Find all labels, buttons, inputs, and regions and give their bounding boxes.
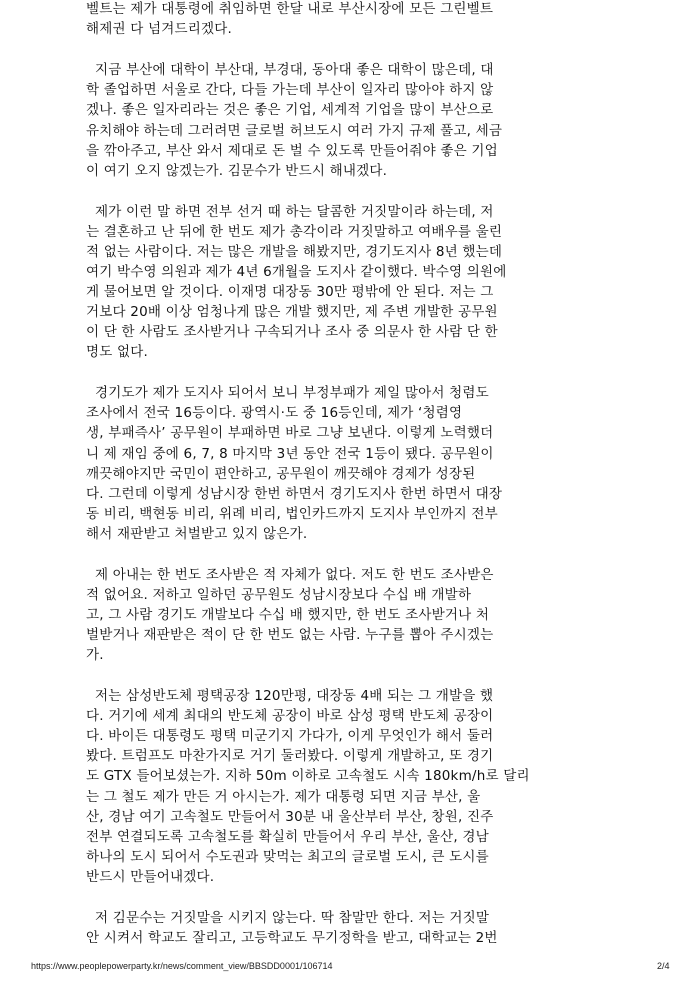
text-line: 명도 없다. <box>86 344 149 361</box>
text-line: 가. <box>86 647 104 664</box>
text-line: 고, 그 사람 경기도 개발보다 수십 배 했지만, 한 번도 조사받거나 처 <box>86 606 490 623</box>
text-line: 생, 부패즉사’ 공무원이 부패하면 바로 그냥 보낸다. 이렇게 노력했더 <box>86 425 494 442</box>
text-line: 게 물어보면 알 것이다. 이재명 대장동 30만 평밖에 안 된다. 저는 그 <box>86 284 494 300</box>
text-line: 저는 삼성반도체 평택공장 120만평, 대장동 4배 되는 그 개발을 했 <box>86 688 494 705</box>
text-line: 다. 거기에 세계 최대의 반도체 공장이 바로 삼성 평택 반도체 공장이 <box>86 708 494 725</box>
text-line: 산, 경남 여기 고속철도 만들어서 30분 내 울산부터 부산, 창원, 진주 <box>86 808 494 825</box>
text-line: 도 GTX 들어보셨는가. 지하 50m 이하로 고속철도 시속 180km/h로 달리 <box>86 768 530 785</box>
text-line: 제 아내는 한 번도 조사받은 적 자체가 없다. 저도 한 번도 조사받은 <box>86 566 494 583</box>
text-line: 는 결혼하고 난 뒤에 한 번도 제가 총각이라 거짓말하고 여배우를 울린 <box>86 223 503 240</box>
text-line: 지금 부산에 대학이 부산대, 부경대, 동아대 좋은 대학이 많은데, 대 <box>86 62 494 79</box>
text-line: 적 없는 사람이다. 저는 많은 개발을 해봤지만, 경기도지사 8년 했는데 <box>86 243 503 260</box>
text-line: 겠나. 좋은 일자리라는 것은 좋은 기업, 세계적 기업을 많이 부산으로 <box>86 102 494 119</box>
text-line: 저 김문수는 거짓말을 시키지 않는다. 딱 참말만 한다. 저는 거짓말 <box>86 909 490 926</box>
text-line: 이 여기 오지 않겠는가. 김문수가 반드시 해내겠다. <box>86 162 388 179</box>
text-line: 이 단 한 사람도 조사받거나 구속되거나 조사 중 의문사 한 사람 단 한 <box>86 324 498 341</box>
text-line: 벨트는 제가 대통령에 취임하면 한달 내로 부산시장에 모든 그린벨트 <box>86 1 494 18</box>
text-line: 안 시켜서 학교도 잘리고, 고등학교도 무기정학을 받고, 대학교는 2번 <box>86 929 498 946</box>
text-line: 봤다. 트럼프도 마찬가지로 거기 둘러봤다. 이렇게 개발하고, 또 경기 <box>86 748 494 765</box>
text-line: 적 없어요. 저하고 일하던 공무원도 성남시장보다 수십 배 개발하 <box>86 586 472 603</box>
footer-url[interactable]: https://www.peoplepowerparty.kr/news/comment_view/BBSDD0001/106714 <box>31 961 333 971</box>
text-line: 니 제 재임 중에 6, 7, 8 마지막 3년 동안 전국 1등이 됐다. 공무원이 <box>86 445 494 462</box>
page-number: 2/4 <box>657 961 670 971</box>
text-line: 벌받거나 재판받은 적이 단 한 번도 없는 사람. 누구를 뽑아 주시겠는 <box>86 627 494 644</box>
text-line: 경기도가 제가 도지사 되어서 보니 부정부패가 제일 많아서 청렴도 <box>86 385 489 402</box>
text-line: 다. 그런데 이렇게 성남시장 한번 하면서 경기도지사 한번 하면서 대장 <box>86 485 503 502</box>
text-line: 거보다 20배 이상 엄청나게 많은 개발 했지만, 제 주변 개발한 공무원 <box>86 304 498 321</box>
text-line: 해서 재판받고 처벌받고 있지 않은가. <box>86 525 308 542</box>
text-line: 제가 이런 말 하면 전부 선거 때 하는 달콤한 거짓말이라 하는데, 저 <box>86 203 494 220</box>
text-line: 하나의 도시 되어서 수도권과 맞먹는 최고의 글로벌 도시, 큰 도시를 <box>86 848 489 865</box>
text-line: 학 졸업하면 서울로 간다, 다들 가는데 부산이 일자리 많아야 하지 않 <box>86 82 494 99</box>
text-line: 조사에서 전국 16등이다. 광역시·도 중 16등인데, 제가 ‘청렴영 <box>86 405 463 422</box>
text-line: 는 그 철도 제가 만든 거 아시는가. 제가 대통령 되면 지금 부산, 울 <box>86 788 481 805</box>
text-line: 해제권 다 넘겨드리겠다. <box>86 21 233 38</box>
text-line: 동 비리, 백현동 비리, 위례 비리, 법인카드까지 도지사 부인까지 전부 <box>86 505 498 522</box>
text-line: 깨끗해야지만 국민이 편안하고, 공무원이 깨끗해야 경제가 성장된 <box>86 465 476 482</box>
text-line: 유치해야 하는데 그러려면 글로벌 허브도시 여러 가지 규제 풀고, 세금 <box>86 122 503 139</box>
text-line: 여기 박수영 의원과 제가 4년 6개월을 도지사 같이했다. 박수영 의원에 <box>86 263 507 280</box>
text-line: 다. 바이든 대통령도 평택 미군기지 가다가, 이게 무엇인가 해서 둘러 <box>86 728 494 745</box>
text-line: 전부 연결되도록 고속철도를 확실히 만들어서 우리 부산, 울산, 경남 <box>86 828 489 845</box>
text-line: 을 깎아주고, 부산 와서 제대로 돈 벌 수 있도록 만들어줘야 좋은 기업 <box>86 142 498 159</box>
text-line: 반드시 만들어내겠다. <box>86 868 215 885</box>
